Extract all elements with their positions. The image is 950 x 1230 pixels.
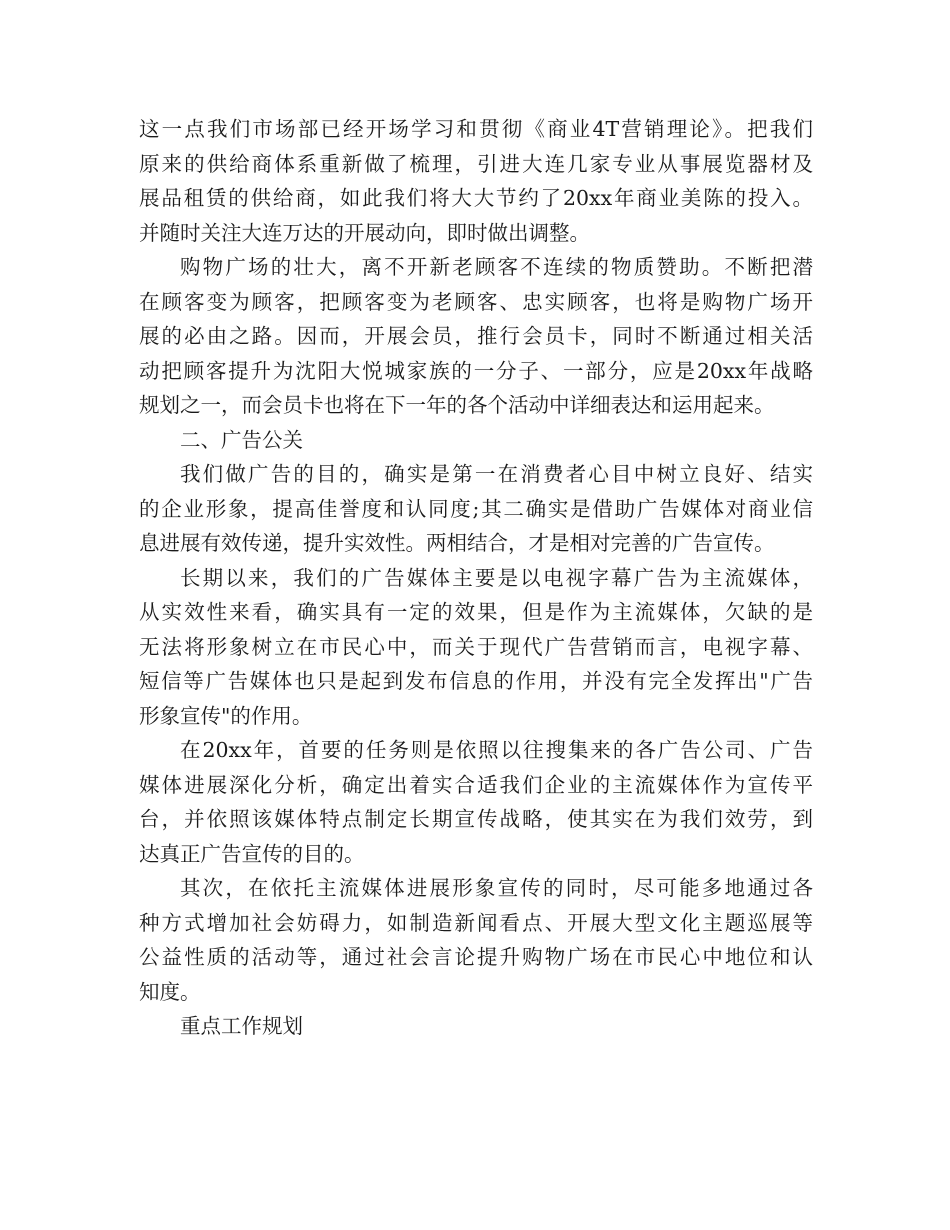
paragraph <box>139 871 813 1009</box>
text-line: 购物广场的壮大，离不开新老顾客不连续的物质赞助。不断把潜 <box>180 255 813 279</box>
heading-text: 二、广告公关 <box>180 427 303 452</box>
text-line: 公益性质的活动等，通过社会言论提升购物广场在市民心中地位和认 <box>139 945 813 969</box>
text-line: 这一点我们市场部已经开场学习和贯彻《商业4T营销理论》。把我们 <box>139 117 813 141</box>
text-line: 达真正广告宣传的目的。 <box>139 841 365 866</box>
text-line: 在顾客变为顾客，把顾客变为老顾客、忠实顾客，也将是购物广场开 <box>139 289 813 314</box>
heading-text: 重点工作规划 <box>180 1014 303 1038</box>
text-line: 我们做广告的目的，确实是第一在消费者心目中树立良好、结实 <box>180 462 813 486</box>
text-line: 在20xx年，首要的任务则是依照以往搜集来的各广告公司、广告 <box>180 738 813 762</box>
text-line: 并随时关注大连万达的开展动向，即时做出调整。 <box>139 220 590 245</box>
text-line: 展品租赁的供给商，如此我们将大大节约了20xx年商业美陈的投入。 <box>139 186 813 210</box>
text-line: 无法将形象树立在市民心中，而关于现代广告营销而言，电视字幕、 <box>139 634 813 659</box>
paragraph <box>139 457 813 561</box>
text-line: 动把顾客提升为沈阳大悦城家族的一分子、一部分，应是20xx年战略 <box>139 358 813 383</box>
paragraph <box>139 250 813 423</box>
text-line: 其次，在依托主流媒体进展形象宣传的同时，尽可能多地通过各 <box>180 876 813 900</box>
paragraph <box>139 112 813 250</box>
paragraph <box>139 733 813 871</box>
text-line: 短信等广告媒体也只是起到发布信息的作用，并没有完全发挥出"广告 <box>139 669 813 693</box>
text-line: 规划之一，而会员卡也将在下一年的各个活动中详细表达和运用起来。 <box>139 393 775 417</box>
text-line: 展的必由之路。因而，开展会员，推行会员卡，同时不断通过相关活 <box>139 324 813 348</box>
text-line: 台，并依照该媒体特点制定长期宣传战略，使其实在为我们效劳，到 <box>139 807 813 831</box>
text-line: 的企业形象，提高佳誉度和认同度;其二确实是借助广告媒体对商业信 <box>139 496 813 521</box>
text-line: 知度。 <box>139 979 201 1004</box>
text-line: 媒体进展深化分析，确定出着实合适我们企业的主流媒体作为宣传平 <box>139 772 813 797</box>
text-line: 种方式增加社会妨碍力，如制造新闻看点、开展大型文化主题巡展等 <box>139 910 813 935</box>
text-line: 长期以来，我们的广告媒体主要是以电视字幕广告为主流媒体， <box>180 565 813 590</box>
document-page <box>139 112 813 1044</box>
text-line: 原来的供给商体系重新做了梳理，引进大连几家专业从事展览器材及 <box>139 151 813 176</box>
section-heading <box>139 423 813 458</box>
paragraph <box>139 561 813 734</box>
text-line: 息进展有效传递，提升实效性。两相结合，才是相对完善的广告宣传。 <box>139 531 775 555</box>
section-heading <box>139 1009 813 1044</box>
text-line: 形象宣传"的作用。 <box>139 703 313 728</box>
text-line: 从实效性来看，确实具有一定的效果，但是作为主流媒体，欠缺的是 <box>139 600 813 624</box>
